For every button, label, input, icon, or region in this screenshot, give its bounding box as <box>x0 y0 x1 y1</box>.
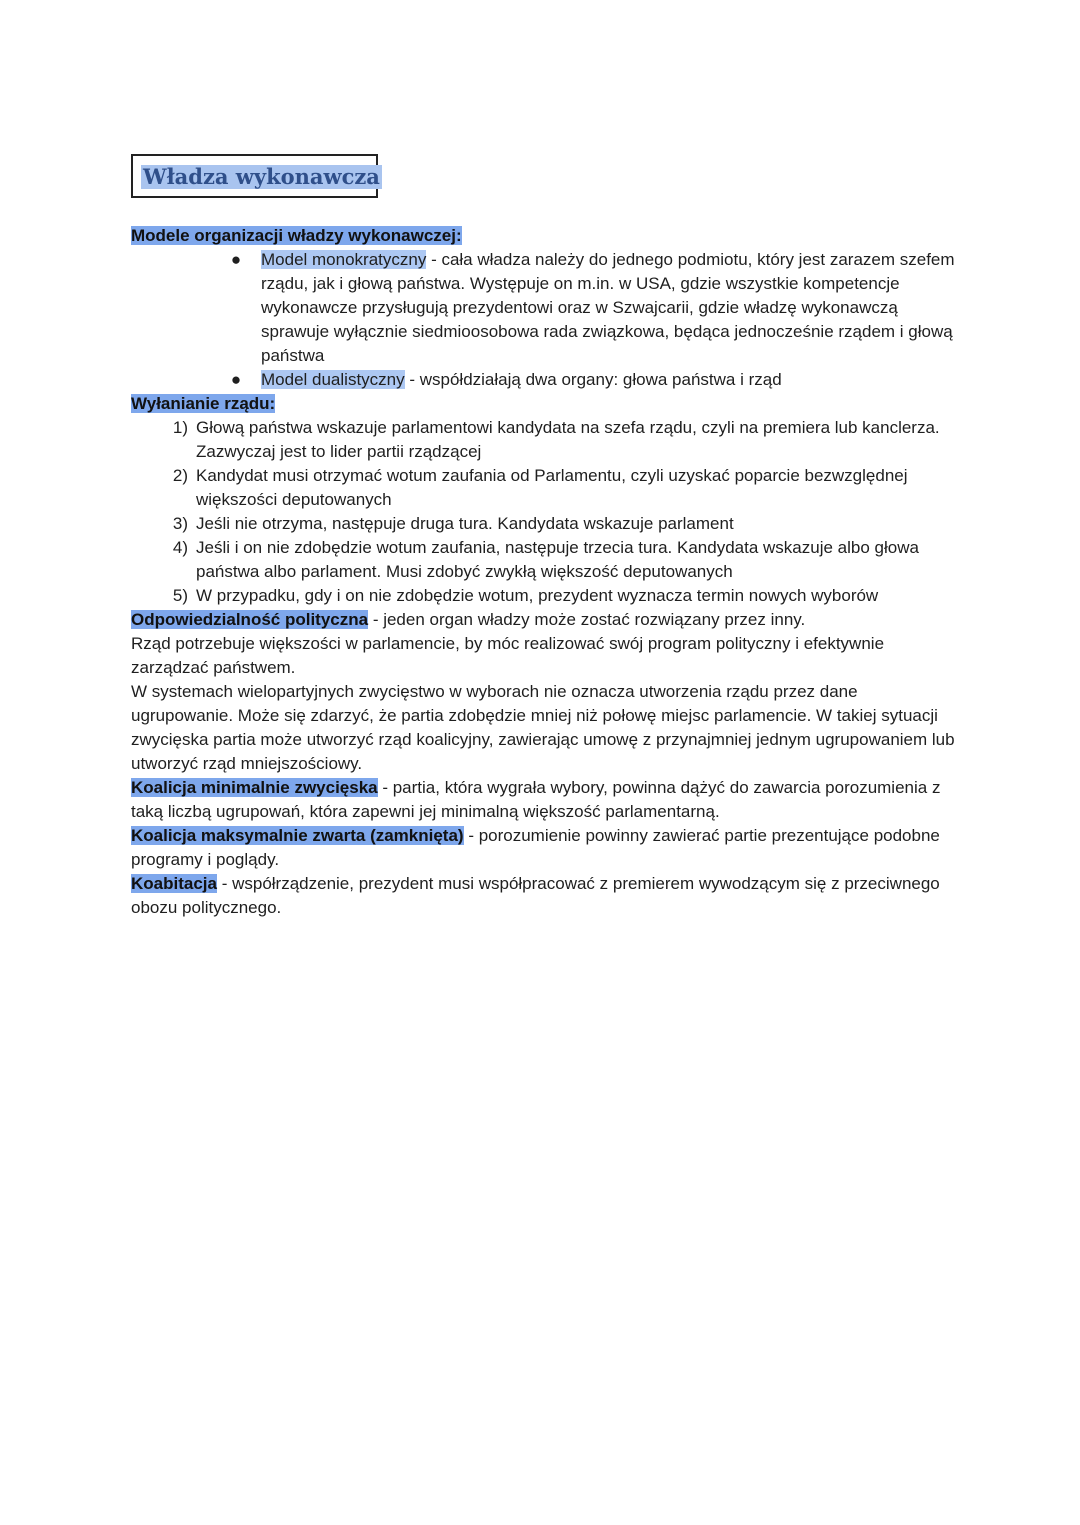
government-section <box>131 392 961 416</box>
paragraph-majority: Rząd potrzebuje większości w parlamencie, by móc realizować swój program polityczny i efektywnie zarządzać państwem. <box>131 634 885 677</box>
definition-text: - partia, która wygrała wybory, powinna dążyć do zawarcia porozumienia z taką liczbą ugrupowań, która zapewni jej minimalną większość parlamentarną. <box>131 778 941 821</box>
term-monocratic: Model monokratyczny <box>261 250 427 269</box>
step-number: 2) <box>172 466 188 485</box>
step-number: 1) <box>172 418 188 437</box>
definition-text: - cała władza należy do jednego podmiotu, który jest zarazem szefem rządu, jak i głową państwa. Występuje on m.in. w USA, gdzie wszystkie kompetencje wykonawcze przysługują prezydentowi oraz w Szwajcarii, gdzie władzę wykonawczą sprawuje wyłącznie siedmioosobowa rada związkowa, będąca jednocześnie rządem i głową państwa <box>261 250 955 365</box>
step-text: W przypadku, gdy i on nie zdobędzie wotum, prezydent wyznacza termin nowych wyborów <box>196 586 879 605</box>
step-number: 4) <box>172 538 188 557</box>
responsibility-paragraph <box>131 608 961 632</box>
definition-text: - porozumienie powinny zawierać partie prezentujące podobne programy i poglądy. <box>131 826 940 869</box>
list-item <box>230 248 961 368</box>
cohabitation-paragraph <box>131 872 961 920</box>
bullet-icon: ● <box>230 250 242 269</box>
term-dualistic: Model dualistyczny <box>261 370 405 389</box>
step-number: 3) <box>172 514 188 533</box>
government-steps <box>131 416 961 608</box>
document-body <box>131 224 961 920</box>
page-title: Władza wykonawcza <box>143 164 380 189</box>
step-text: Jeśli i on nie zdobędzie wotum zaufania, następuje trzecia tura. Kandydata wskazuje albo głowa państwa albo parlament. Musi zdobyć zwykłą większość deputowanych <box>196 538 919 581</box>
title-box <box>131 154 378 198</box>
bullet-icon: ● <box>230 370 242 389</box>
coalition-max-paragraph <box>131 824 961 872</box>
step-text: Głową państwa wskazuje parlamentowi kandydata na szefa rządu, czyli na premiera lub kanclerza. Zazwyczaj jest to lider partii rządzącej <box>196 418 940 461</box>
models-list <box>131 248 961 392</box>
list-item <box>172 536 961 584</box>
list-item <box>172 464 961 512</box>
term-coalition-max: Koalicja maksymalnie zwarta (zamknięta) <box>131 826 464 845</box>
models-heading: Modele organizacji władzy wykonawczej: <box>131 226 462 245</box>
government-heading: Wyłanianie rządu: <box>131 394 276 413</box>
definition-text: - jeden organ władzy może zostać rozwiązany przez inny. <box>368 610 806 629</box>
paragraph-multiparty: W systemach wielopartyjnych zwycięstwo w wyborach nie oznacza utworzenia rządu przez dane ugrupowanie. Może się zdarzyć, że partia zdobędzie mniej niż połowę miejsc parlamencie. W takiej sytuacji zwycięska partia może utworzyć rząd koalicyjny, zawierając umowę z przynajmniej jednym ugrupowaniem lub utworzyć rząd mniejszościowy. <box>131 682 955 773</box>
term-cohabitation: Koabitacja <box>131 874 217 893</box>
list-item <box>172 584 961 608</box>
definition-text: - współrządzenie, prezydent musi współpracować z premierem wywodzącym się z przeciwnego obozu politycznego. <box>131 874 940 917</box>
list-item <box>230 368 961 392</box>
list-item <box>172 512 961 536</box>
step-text: Kandydat musi otrzymać wotum zaufania od Parlamentu, czyli uzyskać poparcie bezwzględnej większości deputowanych <box>196 466 908 509</box>
coalition-min-paragraph <box>131 776 961 824</box>
definition-text: - współdziałają dwa organy: głowa państwa i rząd <box>404 370 782 389</box>
term-responsibility: Odpowiedzialność polityczna <box>131 610 369 629</box>
models-section <box>131 224 961 248</box>
step-text: Jeśli nie otrzyma, następuje druga tura. Kandydata wskazuje parlament <box>196 514 734 533</box>
list-item <box>172 416 961 464</box>
term-coalition-min: Koalicja minimalnie zwycięska <box>131 778 378 797</box>
step-number: 5) <box>172 586 188 605</box>
